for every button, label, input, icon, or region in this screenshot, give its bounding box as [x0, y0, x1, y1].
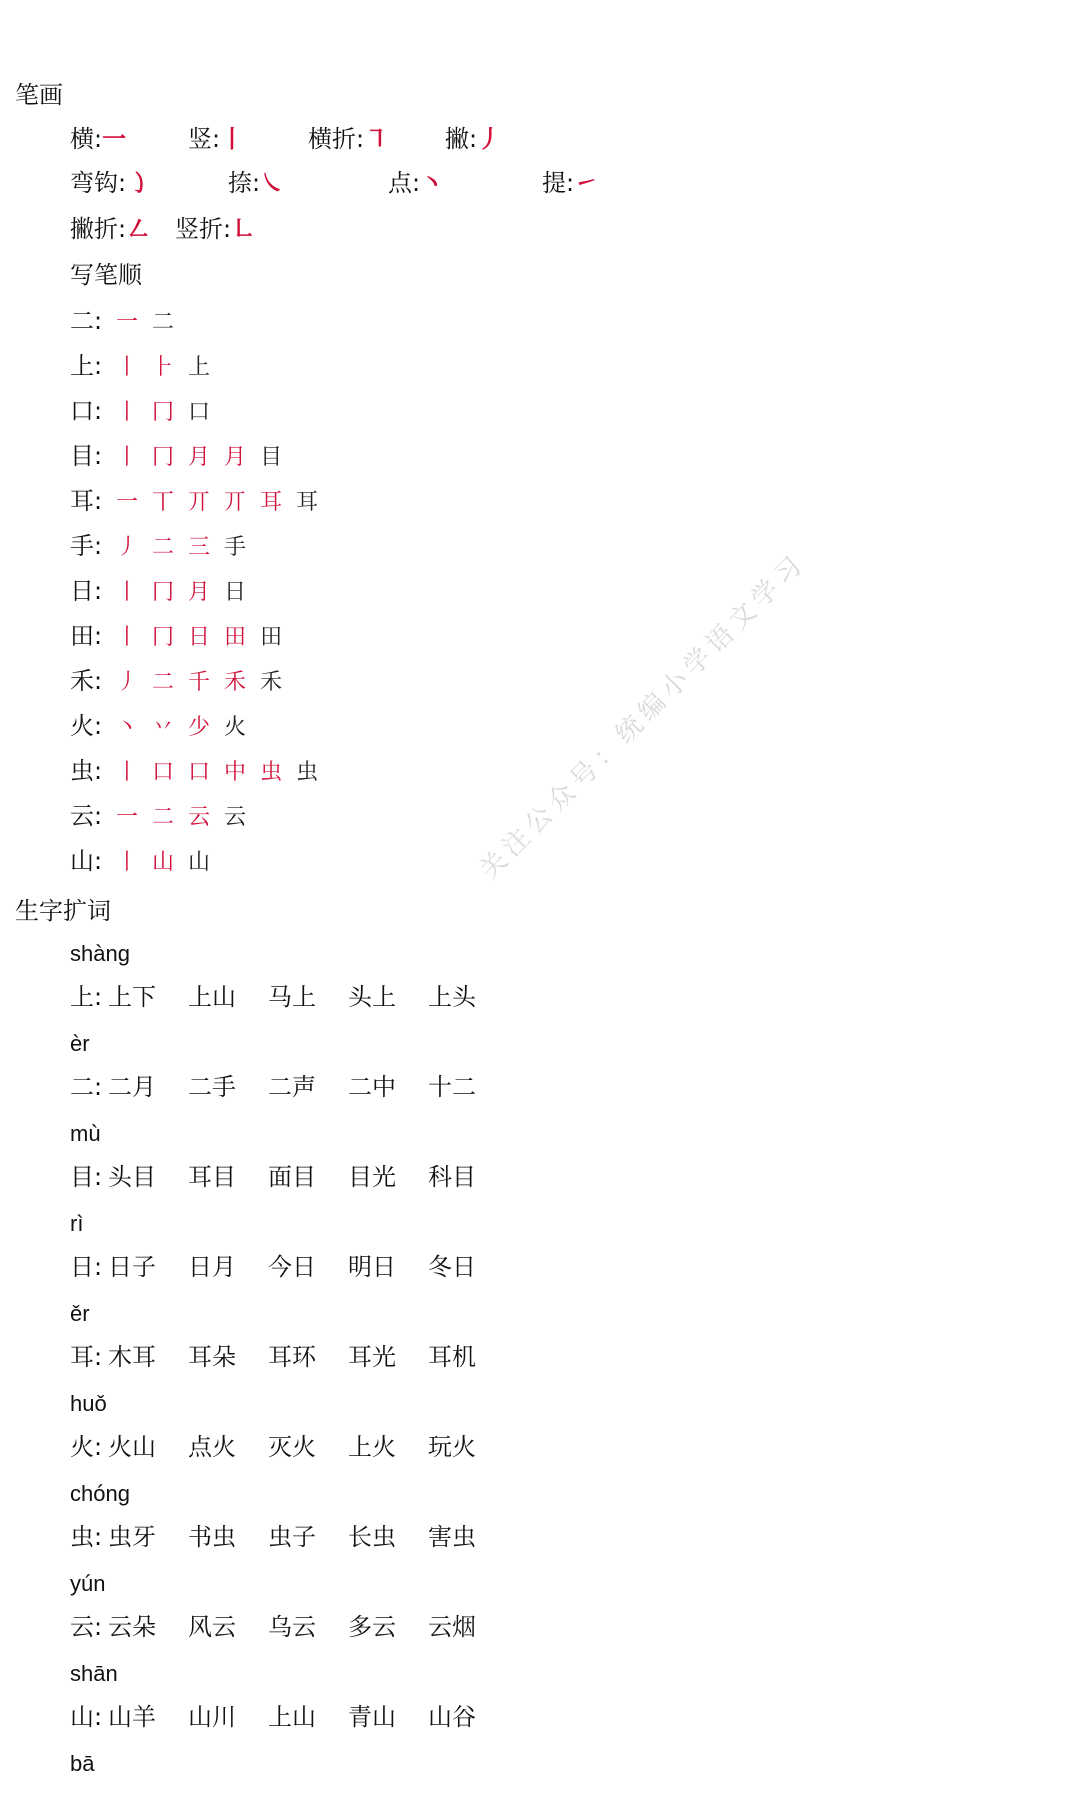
stroke-order-char: 山: [70, 847, 94, 875]
stroke-order-row: [70, 709, 260, 745]
vocab-row: [70, 1700, 670, 1734]
separator: :: [94, 622, 103, 650]
vocab-word: 长虫: [348, 1523, 396, 1551]
vocab-word: 害虫: [428, 1523, 476, 1551]
vocab-word: 二声: [268, 1073, 316, 1101]
stroke-order-step: 月: [224, 445, 247, 470]
vocab-word: 耳目: [188, 1163, 236, 1191]
stroke-order-row: [70, 484, 332, 520]
strokes-heading: 笔画: [15, 81, 63, 109]
stroke-order-step: 上: [188, 355, 211, 380]
vocab-word: 马上: [268, 983, 316, 1011]
stroke-item: [542, 166, 598, 200]
stroke-glyph: 丶: [420, 169, 445, 197]
stroke-glyph: 丨: [220, 125, 245, 153]
stroke-order-step: ⺊: [152, 355, 175, 380]
stroke-order-char: 禾: [70, 667, 94, 695]
vocab-word: 山羊: [108, 1703, 156, 1731]
stroke-order-step: 月: [188, 445, 211, 470]
vocab-word: 耳朵: [188, 1343, 236, 1371]
stroke-glyph: ㇗: [231, 215, 256, 243]
stroke-glyph: ㇜: [126, 215, 151, 243]
vocab-pinyin: èr: [70, 1031, 90, 1056]
stroke-order-step: 一: [116, 490, 139, 515]
separator: :: [94, 802, 103, 830]
vocab-row: [70, 1520, 670, 1554]
stroke-order-step: 一: [116, 310, 139, 335]
stroke-order-step: 山: [152, 850, 175, 875]
vocab-word: 上火: [348, 1433, 396, 1461]
stroke-order-char: 火: [70, 712, 94, 740]
stroke-order-heading: 写笔顺: [70, 261, 142, 289]
vocab-word: 山谷: [428, 1703, 476, 1731]
vocab-pinyin: huǒ: [70, 1391, 107, 1416]
stroke-glyph: 丿: [477, 125, 502, 153]
vocab-pinyin: shān: [70, 1661, 118, 1686]
vocab-word: 青山: [348, 1703, 396, 1731]
vocab-word: 十二: [428, 1073, 476, 1101]
stroke-name: 竖折:: [175, 215, 232, 243]
vocab-word: 明日: [348, 1253, 396, 1281]
vocab-char: 日:: [70, 1253, 103, 1281]
vocab-word: 灭火: [268, 1433, 316, 1461]
stroke-glyph: ㇏: [260, 169, 285, 197]
stroke-order-row: [70, 394, 224, 430]
stroke-order-row: [70, 844, 224, 880]
stroke-order-step: 丨: [116, 400, 139, 425]
separator: :: [94, 352, 103, 380]
stroke-order-step: 冂: [152, 580, 175, 605]
vocab-word: 多云: [348, 1613, 396, 1641]
stroke-name: 横:: [70, 125, 103, 153]
stroke-order-step: 二: [152, 310, 175, 335]
vocab-word: 耳机: [428, 1343, 476, 1371]
vocab-word: 山川: [188, 1703, 236, 1731]
stroke-item: [70, 166, 150, 200]
stroke-order-char: 上: [70, 352, 94, 380]
separator: :: [94, 532, 103, 560]
vocab-char: 火:: [70, 1433, 103, 1461]
stroke-name: 捺:: [228, 169, 261, 197]
vocab-row: [70, 1250, 670, 1284]
stroke-order-step: 禾: [224, 670, 247, 695]
stroke-order-step: 虫: [296, 760, 319, 785]
stroke-order-step: 口: [152, 760, 175, 785]
stroke-item: [445, 122, 501, 156]
vocab-word: 头目: [108, 1163, 156, 1191]
stroke-order-step: 冂: [152, 445, 175, 470]
stroke-order-step: 丿: [116, 535, 139, 560]
vocab-row: [70, 980, 670, 1014]
stroke-glyph: ㇕: [364, 125, 389, 153]
separator: :: [94, 847, 103, 875]
vocab-word: 头上: [348, 983, 396, 1011]
stroke-order-step: 日: [188, 625, 211, 650]
stroke-order-char: 二: [70, 307, 94, 335]
vocab-heading: 生字扩词: [15, 897, 111, 925]
vocab-char: 上:: [70, 983, 103, 1011]
stroke-order-char: 云: [70, 802, 94, 830]
vocab-word: 玩火: [428, 1433, 476, 1461]
stroke-item: [175, 212, 255, 246]
vocab-word: 虫牙: [108, 1523, 156, 1551]
separator: :: [94, 577, 103, 605]
vocab-word: 上头: [428, 983, 476, 1011]
stroke-order-char: 虫: [70, 757, 94, 785]
stroke-order-step: 耳: [296, 490, 319, 515]
vocab-pinyin: bā: [70, 1751, 95, 1776]
stroke-order-row: [70, 529, 260, 565]
stroke-name: 撇折:: [70, 215, 127, 243]
vocab-row: [70, 1160, 670, 1194]
stroke-order-step: 三: [188, 535, 211, 560]
stroke-order-step: 丨: [116, 760, 139, 785]
stroke-order-step: 丶: [116, 715, 139, 740]
vocab-row: [70, 1340, 670, 1374]
vocab-word: 木耳: [108, 1343, 156, 1371]
vocab-word: 科目: [428, 1163, 476, 1191]
stroke-order-step: 丷: [152, 715, 175, 740]
vocab-pinyin: ěr: [70, 1301, 90, 1326]
stroke-order-step: 口: [188, 760, 211, 785]
stroke-order-step: 田: [224, 625, 247, 650]
vocab-char: 耳:: [70, 1343, 103, 1371]
vocab-char: 山:: [70, 1703, 103, 1731]
vocab-word: 虫子: [268, 1523, 316, 1551]
stroke-order-step: 中: [224, 760, 247, 785]
stroke-order-step: 虫: [260, 760, 283, 785]
stroke-order-step: 丨: [116, 445, 139, 470]
stroke-order-step: 火: [224, 715, 247, 740]
vocab-word: 点火: [188, 1433, 236, 1461]
stroke-order-row: [70, 304, 188, 340]
stroke-order-row: [70, 799, 260, 835]
stroke-order-char: 耳: [70, 487, 94, 515]
stroke-order-step: 山: [188, 850, 211, 875]
stroke-glyph: 一: [102, 125, 127, 153]
vocab-pinyin: mù: [70, 1121, 101, 1146]
separator: :: [94, 757, 103, 785]
stroke-order-step: 目: [260, 445, 283, 470]
vocab-word: 乌云: [268, 1613, 316, 1641]
stroke-item: [70, 122, 126, 156]
stroke-name: 提:: [542, 169, 575, 197]
vocab-word: 二中: [348, 1073, 396, 1101]
stroke-item: [388, 166, 444, 200]
vocab-word: 日月: [188, 1253, 236, 1281]
stroke-order-step: 丅: [152, 490, 175, 515]
separator: :: [94, 712, 103, 740]
vocab-word: 云朵: [108, 1613, 156, 1641]
stroke-order-step: 冂: [152, 400, 175, 425]
strokes-row-2: [70, 166, 970, 200]
vocab-pinyin: chóng: [70, 1481, 130, 1506]
stroke-order-step: 丨: [116, 355, 139, 380]
vocab-row: [70, 1430, 670, 1464]
stroke-name: 横折:: [308, 125, 365, 153]
vocab-word: 书虫: [188, 1523, 236, 1551]
stroke-name: 点:: [388, 169, 421, 197]
separator: :: [94, 397, 103, 425]
vocab-char: 虫:: [70, 1523, 103, 1551]
vocab-char: 云:: [70, 1613, 103, 1641]
separator: :: [94, 487, 103, 515]
vocab-char: 二:: [70, 1073, 103, 1101]
stroke-order-row: [70, 664, 296, 700]
stroke-order-step: 口: [188, 400, 211, 425]
stroke-order-step: 千: [188, 670, 211, 695]
vocab-row: [70, 1610, 670, 1644]
separator: :: [94, 442, 103, 470]
strokes-row-1: [70, 122, 970, 156]
vocab-word: 冬日: [428, 1253, 476, 1281]
stroke-order-char: 手: [70, 532, 94, 560]
stroke-order-row: [70, 754, 332, 790]
stroke-glyph: ㇀: [574, 169, 599, 197]
vocab-row: [70, 1070, 670, 1104]
stroke-order-row: [70, 349, 224, 385]
stroke-item: [70, 212, 150, 246]
vocab-word: 上山: [188, 983, 236, 1011]
stroke-order-step: 日: [224, 580, 247, 605]
vocab-word: 二月: [108, 1073, 156, 1101]
stroke-order-row: [70, 574, 260, 610]
stroke-order-char: 目: [70, 442, 94, 470]
vocab-word: 风云: [188, 1613, 236, 1641]
vocab-word: 面目: [268, 1163, 316, 1191]
stroke-order-step: 云: [224, 805, 247, 830]
stroke-order-step: 一: [116, 805, 139, 830]
vocab-word: 上下: [108, 983, 156, 1011]
stroke-order-step: 丿: [116, 670, 139, 695]
stroke-order-step: 月: [188, 580, 211, 605]
stroke-order-step: 田: [260, 625, 283, 650]
stroke-item: [228, 166, 284, 200]
stroke-order-row: [70, 619, 296, 655]
vocab-word: 目光: [348, 1163, 396, 1191]
separator: :: [94, 307, 103, 335]
vocab-word: 上山: [268, 1703, 316, 1731]
stroke-order-char: 田: [70, 622, 94, 650]
vocab-word: 二手: [188, 1073, 236, 1101]
separator: :: [94, 667, 103, 695]
stroke-order-step: 丨: [116, 625, 139, 650]
stroke-order-step: 丌: [188, 490, 211, 515]
stroke-order-char: 口: [70, 397, 94, 425]
watermark: 关注公众号：统编小学语文学习: [474, 547, 813, 886]
stroke-order-step: 云: [188, 805, 211, 830]
stroke-item: [188, 122, 244, 156]
vocab-char: 目:: [70, 1163, 103, 1191]
vocab-word: 耳环: [268, 1343, 316, 1371]
stroke-order-char: 日: [70, 577, 94, 605]
vocab-pinyin: rì: [70, 1211, 84, 1236]
stroke-order-step: 手: [224, 535, 247, 560]
vocab-word: 云烟: [428, 1613, 476, 1641]
stroke-order-step: 耳: [260, 490, 283, 515]
stroke-order-step: 冂: [152, 625, 175, 650]
stroke-name: 撇:: [445, 125, 478, 153]
stroke-name: 弯钩:: [70, 169, 127, 197]
stroke-order-step: 二: [152, 805, 175, 830]
stroke-order-step: 丌: [224, 490, 247, 515]
vocab-word: 耳光: [348, 1343, 396, 1371]
stroke-order-step: 禾: [260, 670, 283, 695]
stroke-order-step: 二: [152, 670, 175, 695]
vocab-word: 日子: [108, 1253, 156, 1281]
stroke-item: [308, 122, 388, 156]
stroke-name: 竖:: [188, 125, 221, 153]
stroke-glyph: ㇁: [126, 169, 151, 197]
vocab-word: 今日: [268, 1253, 316, 1281]
vocab-pinyin: shàng: [70, 941, 130, 966]
stroke-order-step: 二: [152, 535, 175, 560]
stroke-order-step: 丨: [116, 580, 139, 605]
stroke-order-step: 少: [188, 715, 211, 740]
vocab-word: 火山: [108, 1433, 156, 1461]
vocab-pinyin: yún: [70, 1571, 106, 1596]
strokes-row-3: [70, 212, 970, 246]
stroke-order-row: [70, 439, 296, 475]
stroke-order-step: 丨: [116, 850, 139, 875]
